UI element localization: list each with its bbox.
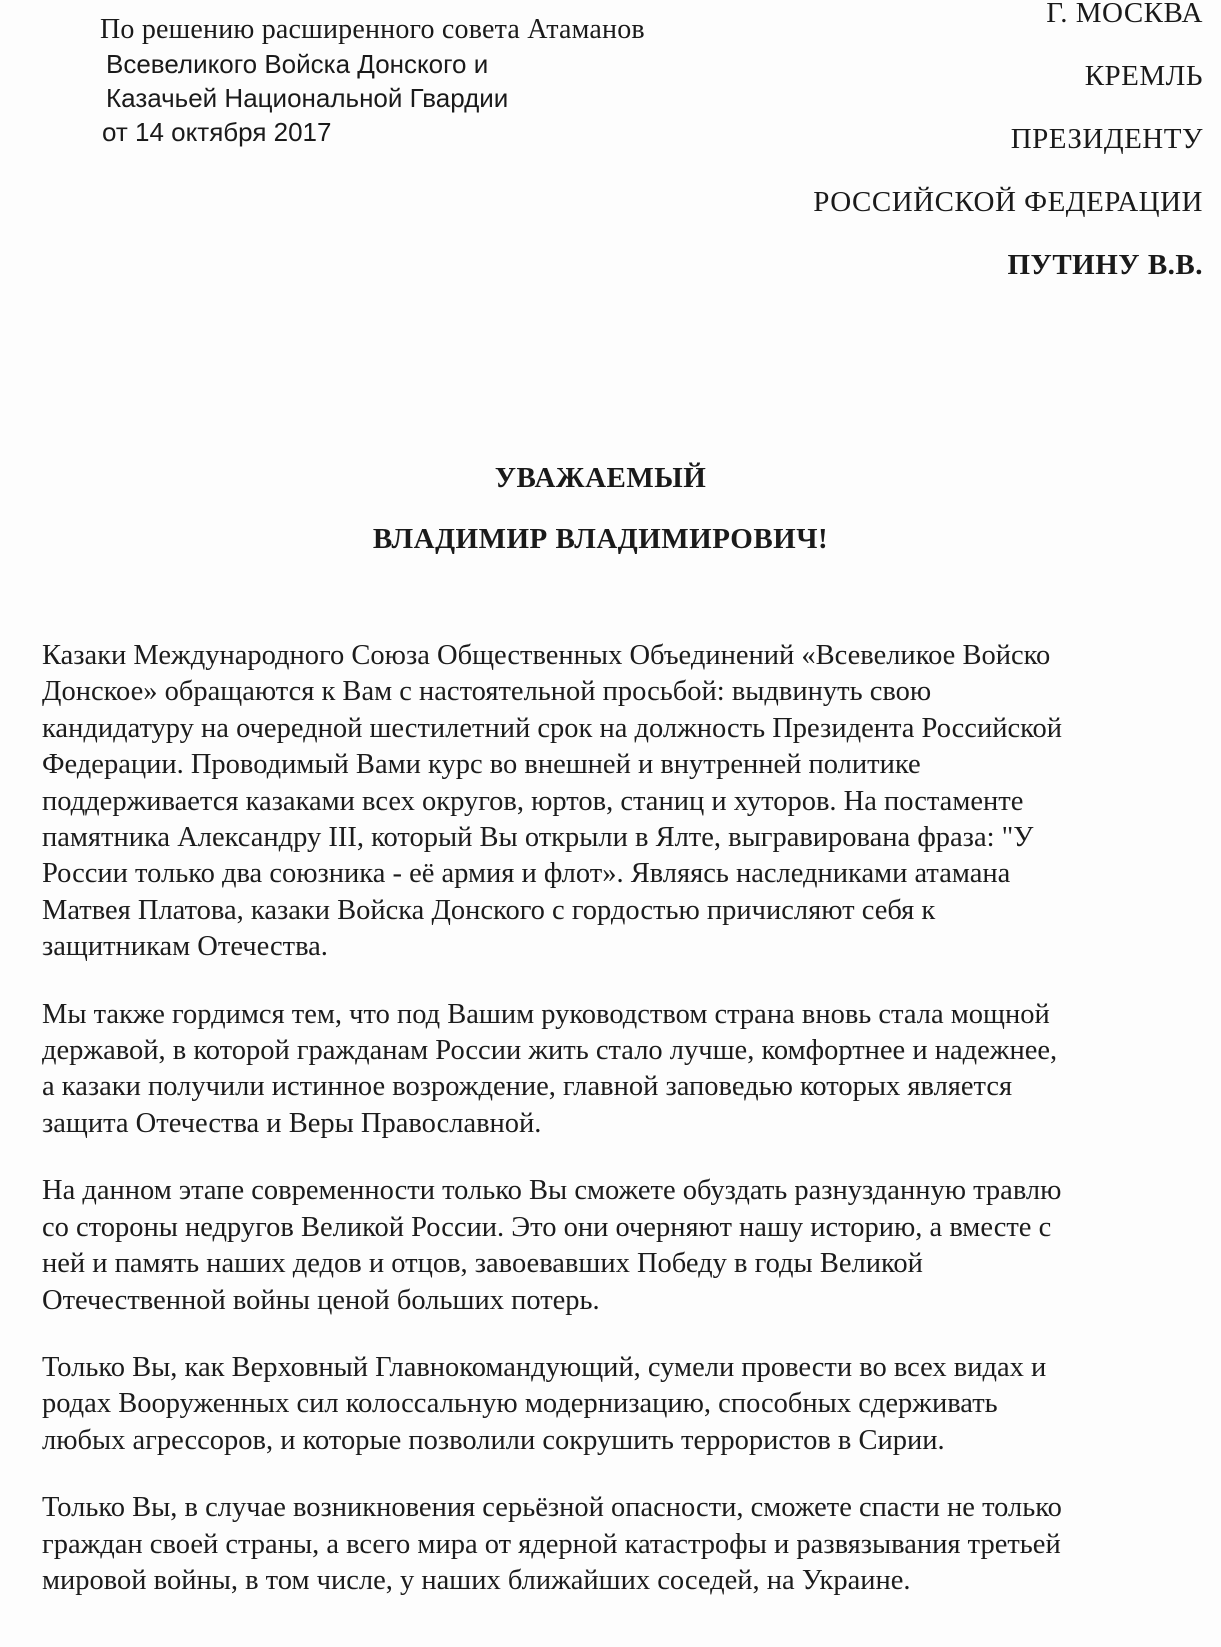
addressee-country: РОССИЙСКОЙ ФЕДЕРАЦИИ — [813, 186, 1203, 218]
letter-body — [42, 638, 1152, 1630]
text-line: Мы также гордимся тем, что под Вашим руководством страна вновь стала мощной — [42, 998, 1050, 1030]
addressee-place: КРЕМЛЬ — [1084, 60, 1203, 92]
text-line: мировой войны, в том числе, у наших ближайших соседей, на Украине. — [42, 1564, 911, 1596]
paragraph-2 — [42, 997, 1152, 1143]
text-line: граждан своей страны, а всего мира от ядерной катастрофы и развязывания третьей — [42, 1528, 1061, 1560]
text-line: родах Вооруженных сил колоссальную модернизацию, способных сдерживать — [42, 1388, 998, 1420]
paragraph-4 — [42, 1350, 1152, 1459]
addressee-title: ПРЕЗИДЕНТУ — [1010, 123, 1203, 155]
salutation-line-2: ВЛАДИМИР ВЛАДИМИРОВИЧ! — [372, 523, 829, 555]
text-line: Донское» обращаются к Вам с настоятельной просьбой: выдвинуть свою — [42, 676, 932, 708]
text-line: Казаки Международного Союза Общественных Объединений «Всевеликое Войско — [42, 640, 1051, 671]
salutation-line-1: УВАЖАЕМЫЙ — [494, 462, 707, 494]
text-line: защитникам Отечества. — [42, 931, 328, 963]
text-line: памятника Александру III, который Вы открыли в Ялте, выгравирована фраза: "У — [42, 822, 1034, 854]
addressee-city: Г. МОСКВА — [1046, 0, 1203, 29]
text-line: со стороны недругов Великой России. Это они очерняют нашу историю, а вместе с — [42, 1211, 1052, 1243]
text-line: На данном этапе современности только Вы сможете обуздать разнузданную травлю — [42, 1175, 1062, 1207]
text-line: Только Вы, в случае возникновения серьёзной опасности, сможете спасти не только — [42, 1492, 1062, 1524]
text-line: любых агрессоров, и которые позволили сокрушить террористов в Сирии. — [42, 1424, 945, 1456]
sender-line-guard: Казачьей Национальной Гвардии — [106, 83, 509, 113]
sender-line-army: Всевеликого Войска Донского и — [106, 49, 489, 79]
addressee-block — [813, 0, 1203, 307]
text-line: кандидатуру на очередной шестилетний срок на должность Президента Российской — [42, 712, 1063, 744]
sender-block — [100, 12, 740, 149]
sender-line-decision: По решению расширенного совета Атаманов — [100, 14, 645, 45]
text-line: Только Вы, как Верховный Главнокомандующий, сумели провести во всех видах и — [42, 1351, 1047, 1383]
text-line: России только два союзника - её армия и флот». Являясь наследниками атамана — [42, 858, 1011, 890]
addressee-name: ПУТИНУ В.В. — [1007, 249, 1203, 281]
paragraph-3 — [42, 1173, 1152, 1319]
text-line: державой, в которой гражданам России жить стало лучше, комфортнее и надежнее, — [42, 1035, 1058, 1067]
text-line: а казаки получили истинное возрождение, главной заповедью которых является — [42, 1071, 1013, 1103]
text-line: Отечественной войны ценой больших потерь. — [42, 1284, 600, 1316]
text-line: Федерации. Проводимый Вами курс во внешней и внутренней политике — [42, 749, 921, 781]
text-line: поддерживается казаками всех округов, юртов, станиц и хуторов. На постаменте — [42, 785, 1024, 817]
text-line: защита Отечества и Веры Православной. — [42, 1107, 542, 1139]
text-line: Матвея Платова, казаки Войска Донского с гордостью причисляют себя к — [42, 894, 936, 926]
paragraph-5 — [42, 1490, 1152, 1599]
text-line: ней и память наших дедов и отцов, завоевавших Победу в годы Великой — [42, 1248, 923, 1280]
paragraph-1 — [42, 638, 1152, 966]
sender-line-date: от 14 октября 2017 — [102, 117, 332, 147]
